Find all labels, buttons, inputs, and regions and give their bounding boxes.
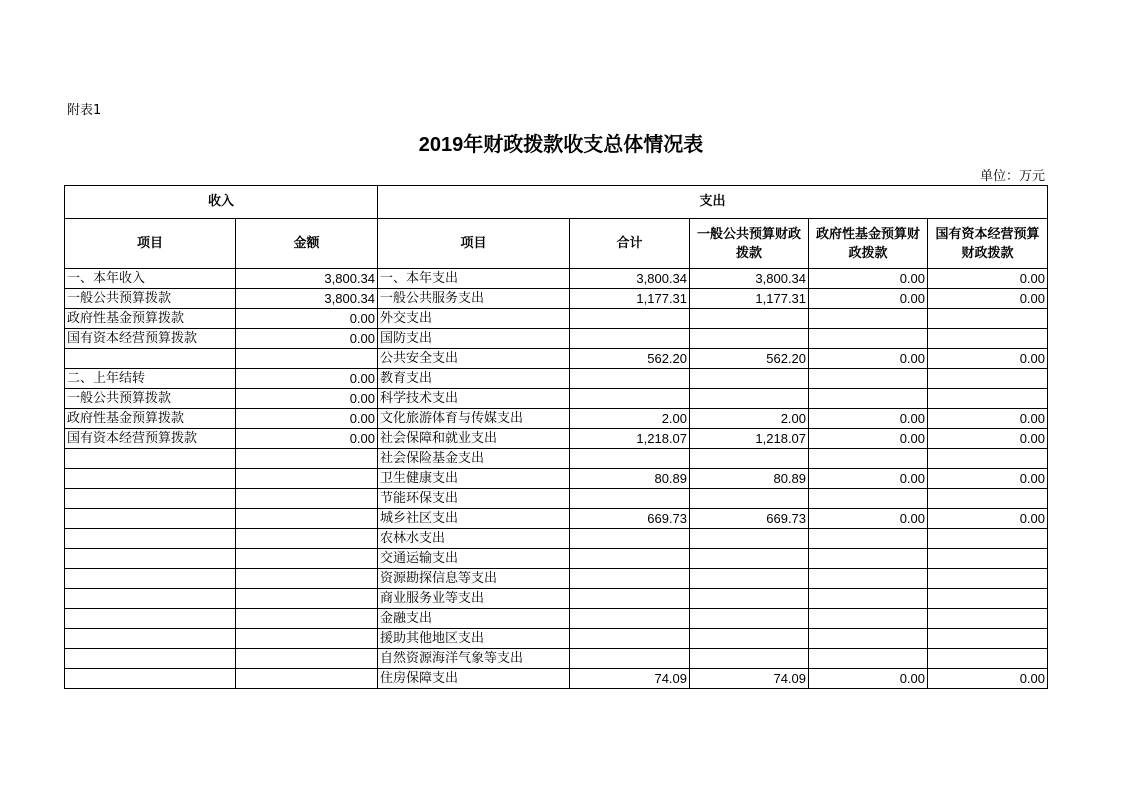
total-cell: 74.09 xyxy=(570,669,690,689)
state-capital-budget-cell xyxy=(928,489,1048,509)
col-header-expense-item: 项目 xyxy=(378,219,570,269)
income-amount-cell xyxy=(236,629,378,649)
income-amount-cell xyxy=(236,469,378,489)
fund-budget-cell xyxy=(809,609,928,629)
income-amount-cell xyxy=(236,609,378,629)
col-header-income-amount: 金额 xyxy=(236,219,378,269)
income-item-cell xyxy=(65,549,236,569)
state-capital-budget-cell xyxy=(928,329,1048,349)
income-amount-cell xyxy=(236,509,378,529)
expense-item-cell: 农林水支出 xyxy=(378,529,570,549)
total-cell: 80.89 xyxy=(570,469,690,489)
total-cell xyxy=(570,569,690,589)
income-item-cell: 政府性基金预算拨款 xyxy=(65,309,236,329)
table-row xyxy=(65,629,1048,649)
fund-budget-cell xyxy=(809,309,928,329)
general-budget-cell xyxy=(690,529,809,549)
income-item-cell: 一般公共预算拨款 xyxy=(65,289,236,309)
table-row xyxy=(65,409,1048,429)
table-row xyxy=(65,649,1048,669)
income-item-cell: 一般公共预算拨款 xyxy=(65,389,236,409)
general-budget-cell xyxy=(690,449,809,469)
state-capital-budget-cell xyxy=(928,549,1048,569)
total-cell xyxy=(570,309,690,329)
income-item-cell xyxy=(65,609,236,629)
expense-item-cell: 援助其他地区支出 xyxy=(378,629,570,649)
expense-item-cell: 卫生健康支出 xyxy=(378,469,570,489)
income-item-cell xyxy=(65,349,236,369)
income-item-cell: 国有资本经营预算拨款 xyxy=(65,329,236,349)
fund-budget-cell xyxy=(809,329,928,349)
income-item-cell xyxy=(65,529,236,549)
general-budget-cell xyxy=(690,589,809,609)
fund-budget-cell xyxy=(809,489,928,509)
fund-budget-cell xyxy=(809,549,928,569)
total-cell xyxy=(570,649,690,669)
page-title: 2019年财政拨款收支总体情况表 xyxy=(418,134,704,156)
total-cell: 1,177.31 xyxy=(570,289,690,309)
state-capital-budget-cell: 0.00 xyxy=(928,469,1048,489)
fund-budget-cell xyxy=(809,449,928,469)
state-capital-budget-cell xyxy=(928,529,1048,549)
general-budget-cell xyxy=(690,549,809,569)
expense-item-cell: 社会保险基金支出 xyxy=(378,449,570,469)
general-budget-cell: 562.20 xyxy=(690,349,809,369)
expense-item-cell: 社会保障和就业支出 xyxy=(378,429,570,449)
col-header-fund-budget: 政府性基金预算财政拨款 xyxy=(809,219,928,269)
general-budget-cell xyxy=(690,329,809,349)
expense-item-cell: 公共安全支出 xyxy=(378,349,570,369)
income-amount-cell: 0.00 xyxy=(236,409,378,429)
fund-budget-cell xyxy=(809,529,928,549)
expense-header: 支出 xyxy=(378,186,1048,219)
table-row xyxy=(65,329,1048,349)
expense-item-cell: 科学技术支出 xyxy=(378,389,570,409)
state-capital-budget-cell xyxy=(928,629,1048,649)
general-budget-cell: 1,218.07 xyxy=(690,429,809,449)
total-cell: 562.20 xyxy=(570,349,690,369)
general-budget-cell: 1,177.31 xyxy=(690,289,809,309)
fund-budget-cell: 0.00 xyxy=(809,469,928,489)
header-row-columns xyxy=(65,219,1048,269)
expense-item-cell: 一般公共服务支出 xyxy=(378,289,570,309)
table-row xyxy=(65,429,1048,449)
income-amount-cell: 0.00 xyxy=(236,329,378,349)
expense-item-cell: 商业服务业等支出 xyxy=(378,589,570,609)
income-item-cell xyxy=(65,589,236,609)
expense-item-cell: 住房保障支出 xyxy=(378,669,570,689)
state-capital-budget-cell xyxy=(928,309,1048,329)
income-item-cell xyxy=(65,569,236,589)
table-row xyxy=(65,509,1048,529)
state-capital-budget-cell: 0.00 xyxy=(928,429,1048,449)
table-row xyxy=(65,669,1048,689)
expense-item-cell: 教育支出 xyxy=(378,369,570,389)
expense-item-cell: 一、本年支出 xyxy=(378,269,570,289)
state-capital-budget-cell xyxy=(928,609,1048,629)
total-cell xyxy=(570,549,690,569)
income-item-cell: 一、本年收入 xyxy=(65,269,236,289)
table-row xyxy=(65,569,1048,589)
table-row xyxy=(65,449,1048,469)
fund-budget-cell xyxy=(809,389,928,409)
fund-budget-cell: 0.00 xyxy=(809,269,928,289)
expense-item-cell: 自然资源海洋气象等支出 xyxy=(378,649,570,669)
table-row xyxy=(65,349,1048,369)
state-capital-budget-cell: 0.00 xyxy=(928,349,1048,369)
state-capital-budget-cell: 0.00 xyxy=(928,409,1048,429)
income-amount-cell: 3,800.34 xyxy=(236,289,378,309)
total-cell xyxy=(570,389,690,409)
general-budget-cell xyxy=(690,609,809,629)
table-row xyxy=(65,529,1048,549)
header-row-groups xyxy=(65,186,1048,219)
income-amount-cell xyxy=(236,489,378,509)
total-cell xyxy=(570,449,690,469)
col-header-income-item: 项目 xyxy=(65,219,236,269)
general-budget-cell xyxy=(690,389,809,409)
income-amount-cell xyxy=(236,349,378,369)
income-amount-cell: 0.00 xyxy=(236,309,378,329)
general-budget-cell xyxy=(690,649,809,669)
annex-label: 附表1 xyxy=(67,103,102,118)
income-item-cell: 政府性基金预算拨款 xyxy=(65,409,236,429)
total-cell: 669.73 xyxy=(570,509,690,529)
total-cell: 1,218.07 xyxy=(570,429,690,449)
state-capital-budget-cell xyxy=(928,589,1048,609)
general-budget-cell: 80.89 xyxy=(690,469,809,489)
income-amount-cell xyxy=(236,589,378,609)
general-budget-cell xyxy=(690,489,809,509)
income-amount-cell xyxy=(236,669,378,689)
income-amount-cell xyxy=(236,569,378,589)
state-capital-budget-cell xyxy=(928,649,1048,669)
fund-budget-cell xyxy=(809,369,928,389)
income-amount-cell: 0.00 xyxy=(236,429,378,449)
state-capital-budget-cell: 0.00 xyxy=(928,669,1048,689)
state-capital-budget-cell: 0.00 xyxy=(928,269,1048,289)
general-budget-cell xyxy=(690,569,809,589)
income-amount-cell: 3,800.34 xyxy=(236,269,378,289)
income-amount-cell: 0.00 xyxy=(236,369,378,389)
expense-item-cell: 文化旅游体育与传媒支出 xyxy=(378,409,570,429)
income-item-cell: 二、上年结转 xyxy=(65,369,236,389)
state-capital-budget-cell xyxy=(928,569,1048,589)
table-row xyxy=(65,469,1048,489)
expense-item-cell: 交通运输支出 xyxy=(378,549,570,569)
general-budget-cell: 2.00 xyxy=(690,409,809,429)
income-item-cell xyxy=(65,629,236,649)
table-row xyxy=(65,609,1048,629)
col-header-general-budget: 一般公共预算财政拨款 xyxy=(690,219,809,269)
general-budget-cell: 669.73 xyxy=(690,509,809,529)
table-row xyxy=(65,389,1048,409)
income-item-cell xyxy=(65,489,236,509)
total-cell: 2.00 xyxy=(570,409,690,429)
income-amount-cell xyxy=(236,529,378,549)
general-budget-cell xyxy=(690,369,809,389)
expense-item-cell: 城乡社区支出 xyxy=(378,509,570,529)
fund-budget-cell: 0.00 xyxy=(809,669,928,689)
income-item-cell xyxy=(65,469,236,489)
fund-budget-cell: 0.00 xyxy=(809,349,928,369)
income-item-cell xyxy=(65,449,236,469)
table-row xyxy=(65,549,1048,569)
table-row xyxy=(65,269,1048,289)
state-capital-budget-cell: 0.00 xyxy=(928,509,1048,529)
fund-budget-cell xyxy=(809,569,928,589)
table-row xyxy=(65,289,1048,309)
income-item-cell xyxy=(65,509,236,529)
state-capital-budget-cell: 0.00 xyxy=(928,289,1048,309)
fund-budget-cell xyxy=(809,589,928,609)
income-amount-cell: 0.00 xyxy=(236,389,378,409)
general-budget-cell: 74.09 xyxy=(690,669,809,689)
fund-budget-cell xyxy=(809,649,928,669)
col-header-state-capital-budget: 国有资本经营预算财政拨款 xyxy=(928,219,1048,269)
total-cell xyxy=(570,489,690,509)
state-capital-budget-cell xyxy=(928,369,1048,389)
expense-item-cell: 国防支出 xyxy=(378,329,570,349)
fund-budget-cell: 0.00 xyxy=(809,509,928,529)
expense-item-cell: 资源勘探信息等支出 xyxy=(378,569,570,589)
table-row xyxy=(65,369,1048,389)
fund-budget-cell: 0.00 xyxy=(809,289,928,309)
expense-item-cell: 外交支出 xyxy=(378,309,570,329)
total-cell xyxy=(570,589,690,609)
income-amount-cell xyxy=(236,549,378,569)
general-budget-cell xyxy=(690,629,809,649)
fund-budget-cell: 0.00 xyxy=(809,409,928,429)
general-budget-cell: 3,800.34 xyxy=(690,269,809,289)
total-cell xyxy=(570,529,690,549)
table-row xyxy=(65,589,1048,609)
total-cell: 3,800.34 xyxy=(570,269,690,289)
general-budget-cell xyxy=(690,309,809,329)
income-item-cell: 国有资本经营预算拨款 xyxy=(65,429,236,449)
total-cell xyxy=(570,609,690,629)
col-header-total: 合计 xyxy=(570,219,690,269)
state-capital-budget-cell xyxy=(928,449,1048,469)
table-row xyxy=(65,309,1048,329)
total-cell xyxy=(570,629,690,649)
fund-budget-cell: 0.00 xyxy=(809,429,928,449)
expense-item-cell: 金融支出 xyxy=(378,609,570,629)
income-item-cell xyxy=(65,669,236,689)
total-cell xyxy=(570,329,690,349)
table-row xyxy=(65,489,1048,509)
total-cell xyxy=(570,369,690,389)
expense-item-cell: 节能环保支出 xyxy=(378,489,570,509)
income-amount-cell xyxy=(236,649,378,669)
fiscal-report-table xyxy=(64,185,1048,689)
state-capital-budget-cell xyxy=(928,389,1048,409)
income-header: 收入 xyxy=(65,186,378,219)
income-item-cell xyxy=(65,649,236,669)
unit-label: 单位：万元 xyxy=(979,169,1045,184)
income-amount-cell xyxy=(236,449,378,469)
fund-budget-cell xyxy=(809,629,928,649)
